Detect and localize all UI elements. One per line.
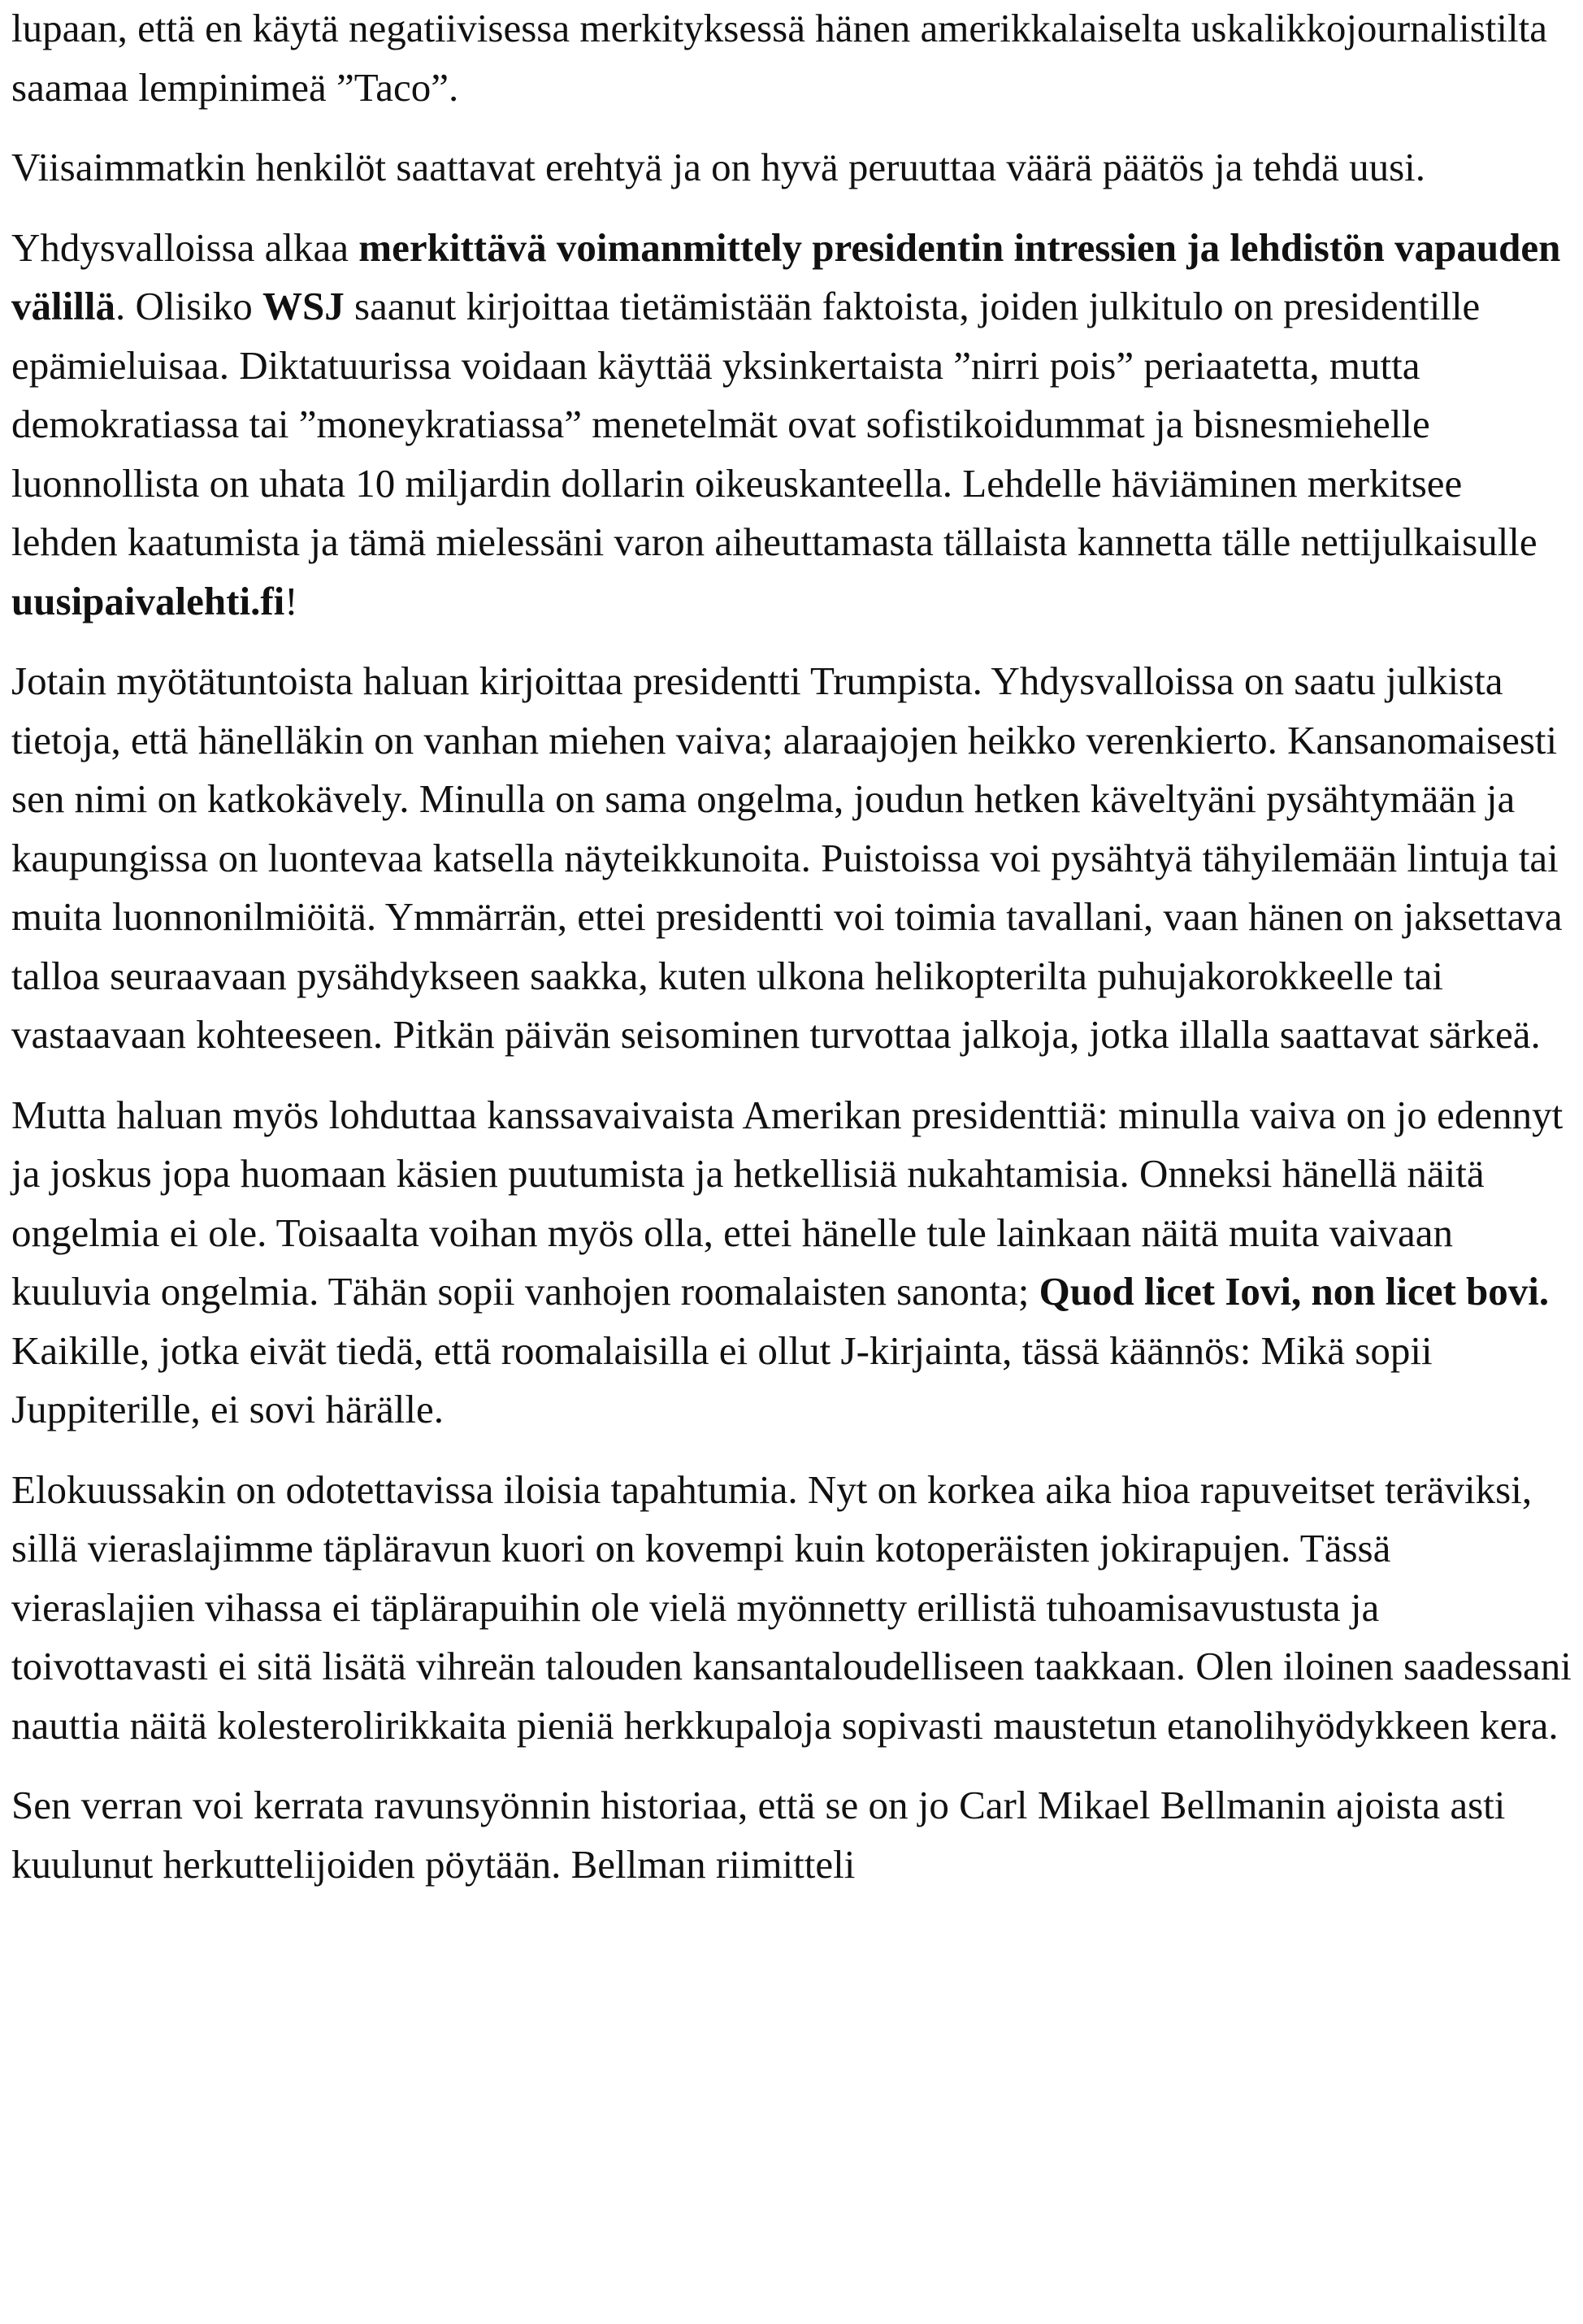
paragraph-6	[11, 1461, 1572, 1756]
text-run: Sen verran voi kerrata ravunsyönnin historiaa, että se on jo Carl Mikael Bellmanin ajoista asti kuulunut herkuttelijoiden pöytään. Bellman riimitteli	[11, 1783, 1506, 1887]
text-run: Mutta haluan myös lohduttaa kanssavaivaista Amerikan presidenttiä: minulla vaiva on jo edennyt ja joskus jopa huomaan käsien puutumista ja hetkellisiä nukahtamisia. Onneksi hänellä näitä ongelmia ei ole. Toisaalta voihan myös olla, ettei hänelle tule lainkaan näitä muita vaivaan kuuluvia ongelmia. Tähän sopii vanhojen roomalaisten sanonta;	[11, 1092, 1563, 1314]
bold-site-name: uusipaivalehti.fi	[11, 578, 285, 623]
paragraph-4	[11, 652, 1572, 1065]
bold-phrase: WSJ	[262, 284, 345, 328]
paragraph-3	[11, 219, 1572, 632]
paragraph-2	[11, 138, 1572, 198]
paragraph-7	[11, 1776, 1572, 1894]
text-run: Kaikille, jotka eivät tiedä, että roomalaisilla ei ollut J-kirjainta, tässä käännös: Mikä sopii Juppiterille, ei sovi härälle.	[11, 1327, 1433, 1431]
text-run: . Olisiko	[115, 284, 263, 328]
text-run: Jotain myötätuntoista haluan kirjoittaa presidentti Trumpista. Yhdysvalloissa on saatu julkista tietoja, että hänelläkin on vanhan miehen vaiva; alaraajojen heikko verenkierto. Kansanomaisesti sen nimi on katkokävely. Minulla on sama ongelma, joudun hetken käveltyäni pysähtymään ja kaupungissa on luontevaa katsella näyteikkunoita. Puistoissa voi pysähtyä tähyilemään lintuja tai muita luonnonilmiöitä. Ymmärrän, ettei presidentti voi toimia tavallani, vaan hänen on jaksettava talloa seuraavaan pysähdykseen saakka, kuten ulkona helikopterilta puhujakorokkeelle tai vastaavaan kohteeseen. Pitkän päivän seisominen turvottaa jalkoja, jotka illalla saattavat särkeä.	[11, 658, 1563, 1057]
text-run: lupaan, että en käytä negatiivisessa merkityksessä hänen amerikkalaiselta uskalikkojournalistilta saamaa lempinimeä ”Taco”.	[11, 6, 1547, 110]
text-run: Yhdysvalloissa alkaa	[11, 224, 359, 270]
paragraph-5	[11, 1086, 1572, 1440]
text-run: Elokuussakin on odotettavissa iloisia tapahtumia. Nyt on korkea aika hioa rapuveitset teräviksi, sillä vieraslajimme täpläravun kuori on kovempi kuin kotoperäisten jokirapujen. Tässä vieraslajien vihassa ei täplärapuihin ole vielä myönnetty erillistä tuhoamisavustusta ja toivottavasti ei sitä lisätä vihreän talouden kansantaloudelliseen taakkaan. Olen iloinen saadessani nauttia näitä kolesterolirikkaita pieniä herkkupaloja sopivasti maustetun etanolihyödykkeen kera.	[11, 1466, 1572, 1748]
bold-phrase: merkittävä voimanmittely presidentin intressien ja lehdistön vapauden välillä	[11, 224, 1561, 328]
bold-latin-quote: Quod licet Iovi, non licet bovi.	[1039, 1269, 1550, 1314]
paragraph-1	[11, 0, 1572, 117]
text-run: !	[284, 578, 298, 623]
article-body	[11, 0, 1572, 1894]
text-run: Viisaimmatkin henkilöt saattavat erehtyä ja on hyvä peruuttaa väärä päätös ja tehdä uusi.	[11, 145, 1426, 189]
text-run: saanut kirjoittaa tietämistään faktoista, joiden julkitulo on presidentille epämieluisaa. Diktatuurissa voidaan käyttää yksinkertaista ”nirri pois” periaatetta, mutta demokratiassa tai ”moneykratiassa” menetelmät ovat sofistikoidummat ja bisnesmiehelle luonnollista on uhata 10 miljardin dollarin oikeuskanteella. Lehdelle häviäminen merkitsee lehden kaatumista ja tämä mielessäni varon aiheuttamasta tällaista kannetta tälle nettijulkaisulle	[11, 284, 1537, 564]
